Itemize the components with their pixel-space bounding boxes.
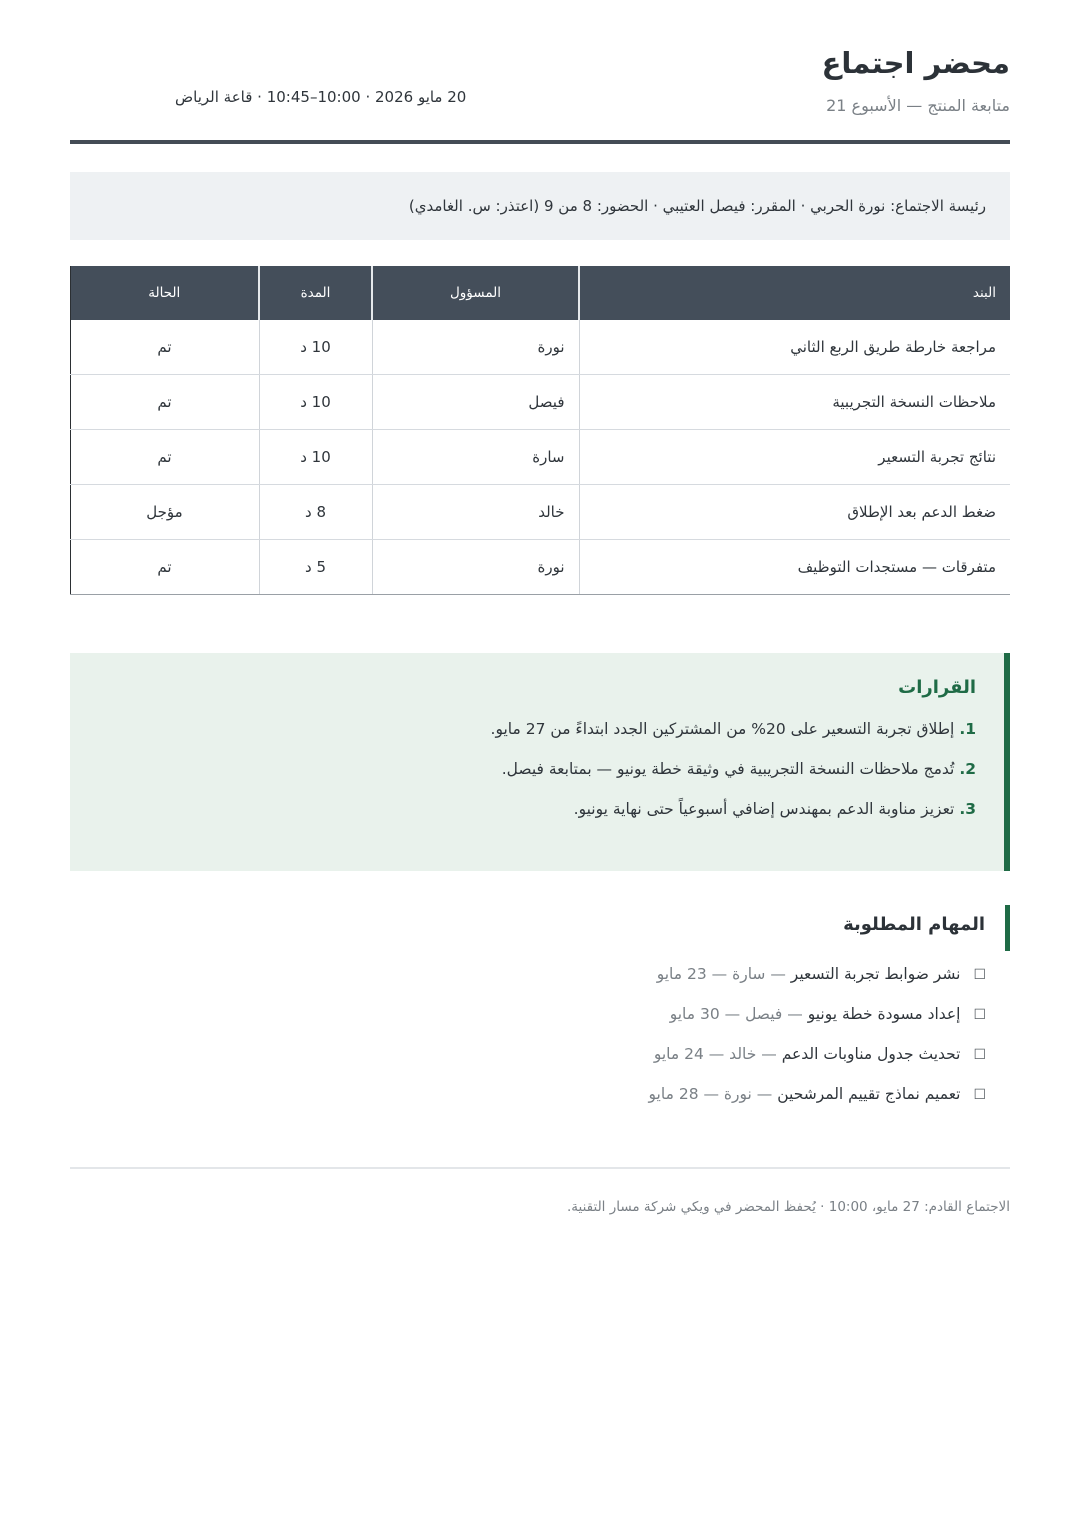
header-duration: المدة <box>259 266 372 320</box>
decisions-title: القرارات <box>898 677 976 698</box>
decisions-section <box>70 653 1010 871</box>
list-item <box>70 1001 986 1041</box>
status-badge: تم <box>70 320 259 375</box>
tasks-title: المهام المطلوبة <box>70 905 1010 951</box>
agenda-item: ملاحظات النسخة التجريبية <box>579 375 1010 430</box>
footer-text: الاجتماع القادم: 27 مايو، 10:00 · يُحفظ المحضر في ويكي شركة مسار التقنية. <box>566 1199 1010 1215</box>
header-item: البند <box>579 266 1010 320</box>
task-text: تحديث جدول مناوبات الدعم <box>781 1045 961 1063</box>
task-assignee: — خالد — 24 مايو <box>653 1045 777 1063</box>
decision-text: إطلاق تجربة التسعير على 20% من المشتركين الجدد ابتداءً من 27 مايو. <box>490 720 955 738</box>
decision-number: 3. <box>959 800 976 818</box>
tasks-list <box>70 961 1010 1121</box>
page-title: محضر اجتماع <box>821 46 1010 80</box>
agenda-header-row <box>70 266 1010 320</box>
agenda-owner: نورة <box>372 320 579 375</box>
checkbox-icon[interactable]: ☐ <box>973 1007 986 1023</box>
list-item <box>70 796 976 836</box>
header-status: الحالة <box>70 266 259 320</box>
table-row <box>70 540 1010 595</box>
agenda-owner: فيصل <box>372 375 579 430</box>
agenda-owner: سارة <box>372 430 579 485</box>
status-badge: مؤجل <box>70 485 259 540</box>
checkbox-icon[interactable]: ☐ <box>973 967 986 983</box>
task-text: إعداد مسودة خطة يونيو <box>807 1005 961 1023</box>
list-item <box>70 1081 986 1121</box>
decision-number: 1. <box>959 720 976 738</box>
agenda-owner: نورة <box>372 540 579 595</box>
agenda-item: متفرقات — مستجدات التوظيف <box>579 540 1010 595</box>
decisions-list <box>70 716 976 836</box>
attendance-text: رئيسة الاجتماع: نورة الحربي · المقرر: فيصل العتيبي · الحضور: 8 من 9 (اعتذر: س. الغامدي) <box>408 197 986 215</box>
header-owner: المسؤول <box>372 266 579 320</box>
status-badge: تم <box>70 540 259 595</box>
list-item <box>70 1041 986 1081</box>
agenda-item: ضغط الدعم بعد الإطلاق <box>579 485 1010 540</box>
agenda-table <box>70 266 1011 595</box>
agenda-duration: 10 د <box>259 375 372 430</box>
header <box>70 0 1010 144</box>
decision-text: تعزيز مناوبة الدعم بمهندس إضافي أسبوعياً حتى نهاية يونيو. <box>573 800 955 818</box>
agenda-owner: خالد <box>372 485 579 540</box>
status-badge: تم <box>70 430 259 485</box>
meeting-minutes-page <box>70 0 1010 1215</box>
task-assignee: — سارة — 23 مايو <box>656 965 786 983</box>
status-badge: تم <box>70 375 259 430</box>
page-subtitle: متابعة المنتج — الأسبوع 21 <box>826 96 1010 115</box>
action-items-section <box>70 905 1010 1121</box>
list-item <box>70 756 976 796</box>
task-text: نشر ضوابط تجربة التسعير <box>790 965 961 983</box>
task-assignee: — نورة — 28 مايو <box>648 1085 773 1103</box>
task-assignee: — فيصل — 30 مايو <box>669 1005 803 1023</box>
agenda-duration: 10 د <box>259 430 372 485</box>
agenda-duration: 5 د <box>259 540 372 595</box>
checkbox-icon[interactable]: ☐ <box>973 1047 986 1063</box>
attendance-box <box>70 172 1010 240</box>
agenda-duration: 10 د <box>259 320 372 375</box>
task-text: تعميم نماذج تقييم المرشحين <box>777 1085 961 1103</box>
decision-number: 2. <box>959 760 976 778</box>
agenda-item: مراجعة خارطة طريق الربع الثاني <box>579 320 1010 375</box>
checkbox-icon[interactable]: ☐ <box>973 1087 986 1103</box>
table-row <box>70 485 1010 540</box>
table-row <box>70 320 1010 375</box>
decision-text: تُدمج ملاحظات النسخة التجريبية في وثيقة خطة يونيو — بمتابعة فيصل. <box>501 760 955 778</box>
agenda-item: نتائج تجربة التسعير <box>579 430 1010 485</box>
footer <box>70 1167 1010 1215</box>
table-row <box>70 375 1010 430</box>
agenda-duration: 8 د <box>259 485 372 540</box>
table-row <box>70 430 1010 485</box>
list-item <box>70 961 986 1001</box>
list-item <box>70 716 976 756</box>
meeting-meta: 20 مايو 2026 · 10:00–10:45 · قاعة الرياض <box>175 88 467 106</box>
